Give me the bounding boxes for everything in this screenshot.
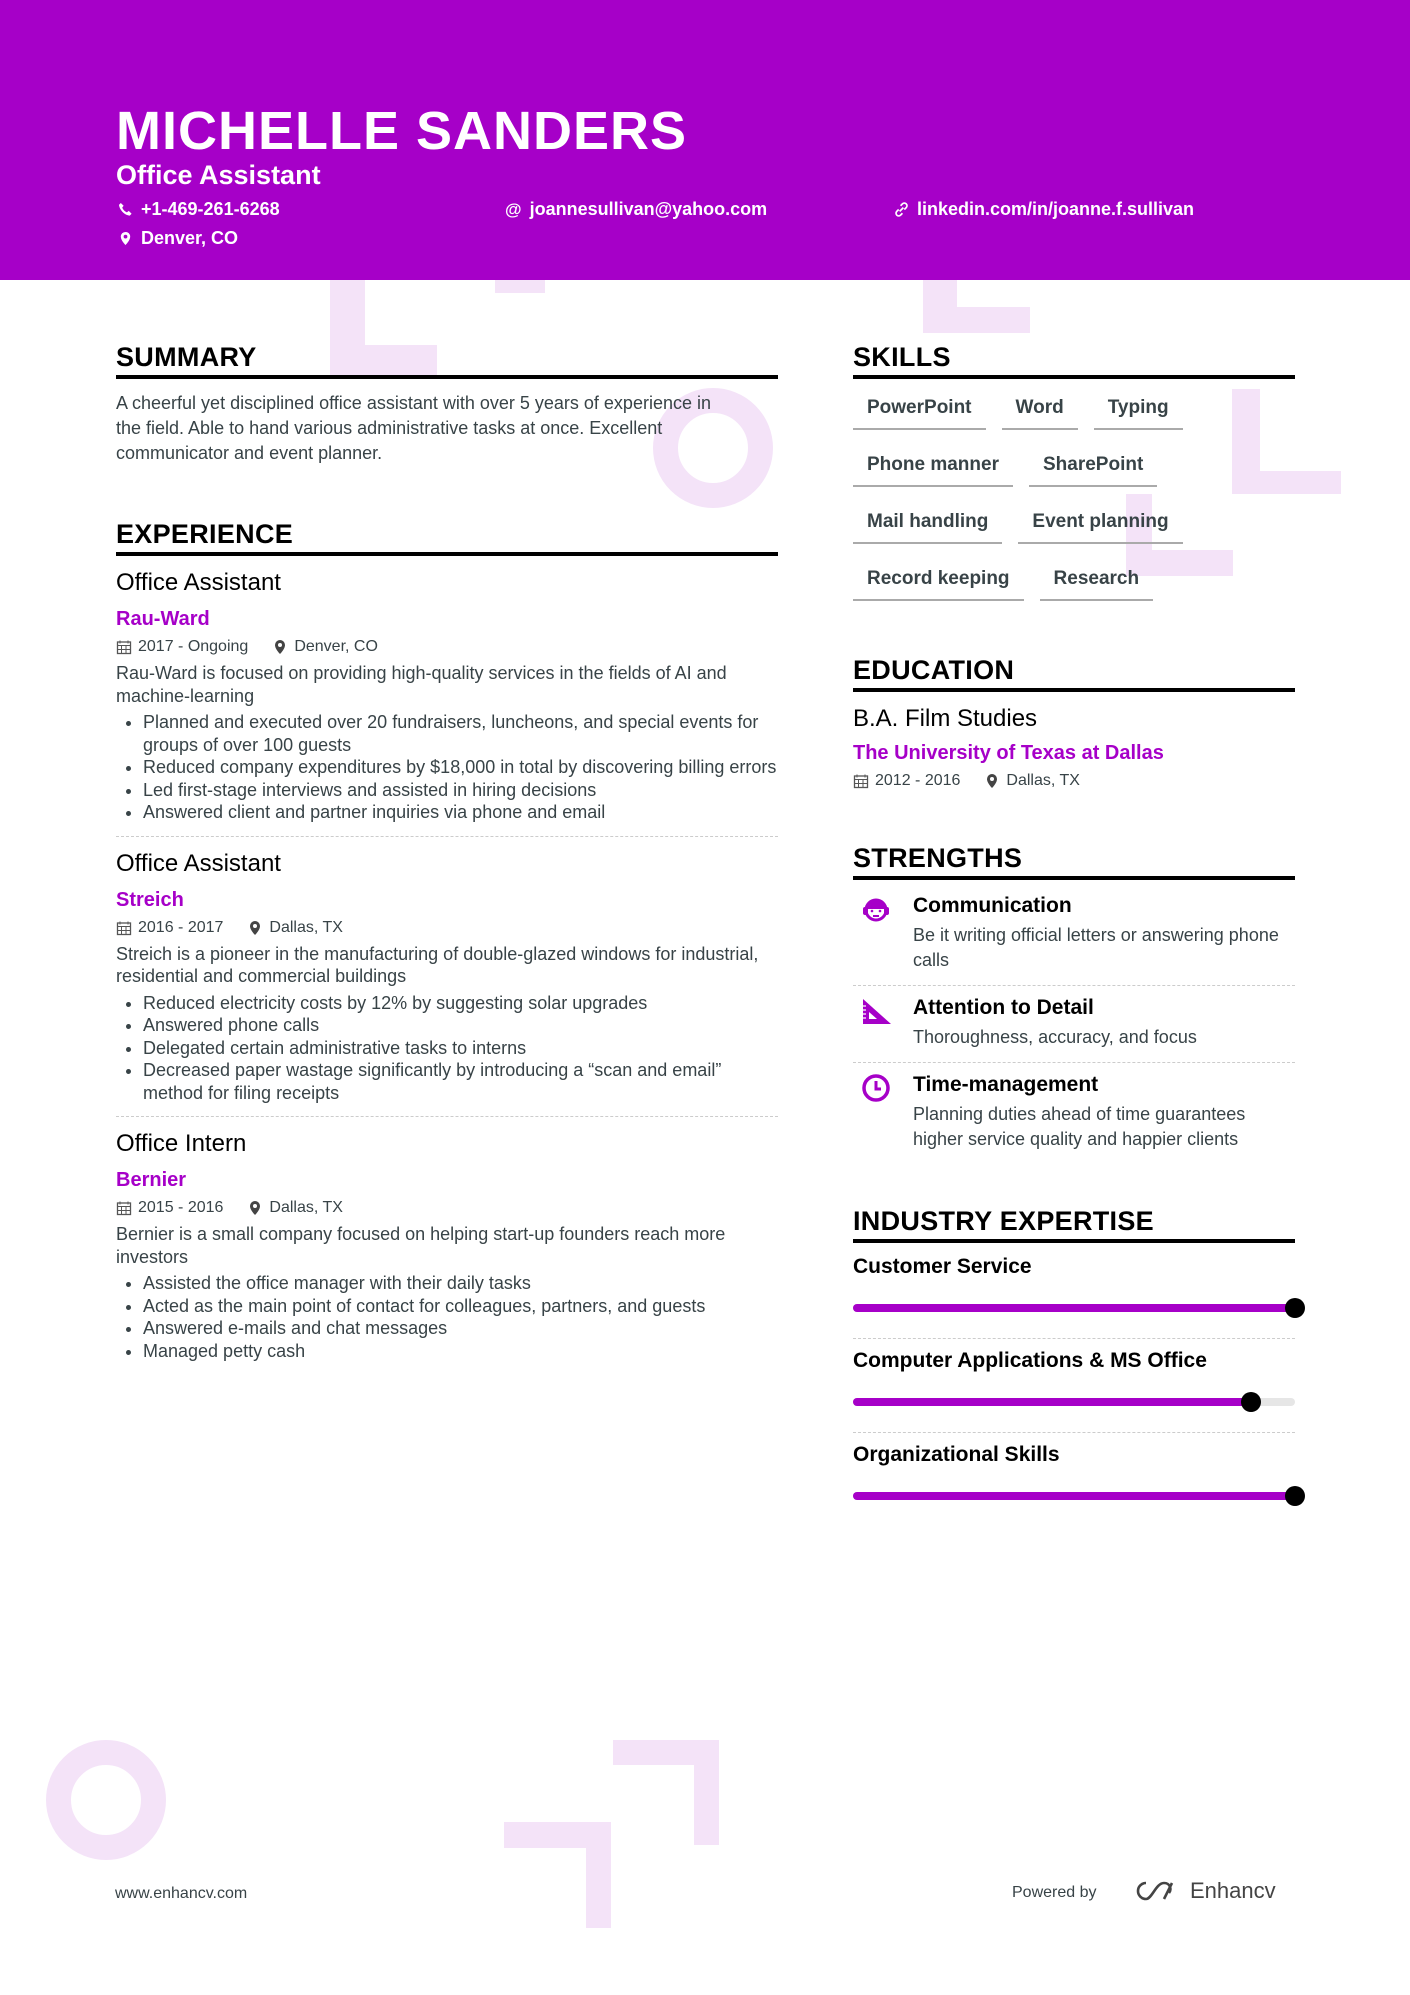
school: The University of Texas at Dallas (853, 742, 1164, 764)
expertise-item (853, 1433, 1295, 1526)
location: Denver, CO (118, 228, 238, 249)
strength-description: Planning duties ahead of time guarantees higher service quality and happier clients (913, 1104, 1246, 1149)
bullet-item: • Delegated certain administrative tasks to interns (143, 1037, 778, 1060)
decor-shape (923, 307, 1030, 333)
job-title: Office Assistant (116, 569, 281, 596)
linkedin-link[interactable]: linkedin.com/in/joanne.f.sullivan (894, 199, 1194, 220)
skill-tag: Event planning (1018, 505, 1182, 544)
phone: +1-469-261-6268 (118, 199, 280, 220)
decor-ring (46, 1740, 166, 1860)
job-entry (116, 1129, 778, 1374)
set-square-icon (853, 996, 883, 1050)
expertise-section (853, 1206, 1295, 1526)
expertise-level-fill (853, 1492, 1295, 1500)
bullet-item: • Led first-stage interviews and assisted in hiring decisions (143, 779, 778, 802)
job-dates: 2016 - 2017 (138, 918, 224, 936)
calendar-icon (116, 639, 132, 655)
section-heading: SUMMARY (116, 342, 778, 379)
expertise-item (853, 1245, 1295, 1339)
skill-tag: Record keeping (853, 562, 1024, 601)
section-heading: EDUCATION (853, 655, 1295, 692)
decor-shape (694, 1740, 719, 1845)
expertise-level-bar (853, 1398, 1295, 1406)
at-icon: @ (505, 199, 522, 219)
company-description: Streich is a pioneer in the manufacturing of double-glazed windows for industrial, residential and commercial buildings (116, 943, 759, 986)
skill-tag: Typing (1094, 391, 1183, 430)
bullet-item: • Planned and executed over 20 fundraisers, luncheons, and special events for groups of over 100 guests (143, 711, 778, 756)
phone-icon (118, 202, 133, 217)
calendar-icon (853, 773, 869, 789)
decor-shape (495, 280, 545, 293)
skill-tag: Word (1002, 391, 1078, 430)
section-heading: INDUSTRY EXPERTISE (853, 1206, 1295, 1243)
footer-website[interactable]: www.enhancv.com (115, 1885, 248, 1902)
expertise-level-bar (853, 1304, 1295, 1312)
company-name: Streich (116, 888, 184, 911)
company-description: Rau-Ward is focused on providing high-quality services in the fields of AI and machine-learning (116, 663, 727, 706)
expertise-level-fill (853, 1398, 1251, 1406)
job-bullets (116, 711, 778, 824)
strength-title: Communication (913, 894, 1072, 917)
expertise-name: Organizational Skills (853, 1443, 1060, 1466)
job-entry (116, 568, 778, 837)
job-title: Office Assistant (116, 849, 281, 877)
enhancv-logo[interactable]: Enhancv (1132, 1878, 1276, 1904)
job-location: Denver, CO (294, 638, 378, 655)
calendar-icon (116, 1200, 132, 1216)
bullet-item: • Assisted the office manager with their daily tasks (143, 1272, 778, 1295)
decor-shape (586, 1822, 611, 1928)
expertise-level-knob (1285, 1298, 1305, 1318)
company-name: Bernier (116, 1169, 187, 1191)
calendar-icon (116, 920, 132, 936)
expertise-level-knob (1241, 1392, 1261, 1412)
candidate-name: MICHELLE SANDERS (116, 101, 688, 161)
summary-section (116, 342, 778, 466)
location-pin-icon (118, 231, 133, 246)
job-meta (116, 1199, 778, 1217)
bullet-item: • Answered client and partner inquiries via phone and email (143, 801, 778, 824)
job-meta (116, 638, 778, 656)
location-pin-icon (272, 639, 288, 655)
bullet-item: • Answered phone calls (143, 1014, 778, 1037)
strength-description: Be it writing official letters or answering phone calls (913, 925, 1279, 970)
skill-tag: SharePoint (1029, 448, 1157, 487)
link-icon (894, 202, 909, 217)
strength-title: Time-management (913, 1073, 1099, 1096)
strength-item (853, 884, 1295, 986)
clock-icon (853, 1073, 883, 1152)
location-pin-icon (247, 920, 263, 936)
expertise-level-bar (853, 1492, 1295, 1500)
education-meta: 2012 - 2016 Dallas, TX (853, 772, 1295, 790)
expertise-item (853, 1339, 1295, 1433)
strengths-section (853, 843, 1295, 1164)
bullet-item: • Managed petty cash (143, 1340, 778, 1363)
job-bullets (116, 1272, 778, 1362)
experience-section (116, 519, 778, 1386)
bullet-item: • Reduced company expenditures by $18,000 in total by discovering billing errors (143, 756, 778, 779)
strength-title: Attention to Detail (913, 996, 1094, 1019)
strength-item (853, 986, 1295, 1063)
bullet-item: • Decreased paper wastage significantly by introducing a “scan and email” method for filing receipts (143, 1059, 778, 1104)
headset-person-icon (853, 894, 883, 973)
job-entry (116, 849, 778, 1118)
job-title: Office Intern (116, 1130, 247, 1157)
strength-item (853, 1063, 1295, 1164)
bullet-item: • Answered e-mails and chat messages (143, 1317, 778, 1340)
education-section (853, 655, 1295, 790)
company-name: Rau-Ward (116, 608, 210, 630)
section-heading: EXPERIENCE (116, 519, 778, 556)
company-description: Bernier is a small company focused on helping start-up founders reach more investors (116, 1224, 726, 1267)
section-heading: SKILLS (853, 342, 1295, 379)
email[interactable]: @ joannesullivan@yahoo.com (505, 199, 768, 219)
section-heading: STRENGTHS (853, 843, 1295, 880)
job-dates: 2015 - 2016 (138, 1199, 224, 1216)
expertise-name: Computer Applications & MS Office (853, 1349, 1207, 1372)
enhancv-logo-icon (1132, 1879, 1180, 1903)
skill-tag: Phone manner (853, 448, 1013, 487)
expertise-level-knob (1285, 1486, 1305, 1506)
job-meta (116, 919, 778, 937)
skills-section (853, 342, 1295, 601)
candidate-title: Office Assistant (116, 160, 321, 190)
job-location: Dallas, TX (269, 1199, 343, 1216)
resume-header (0, 0, 1410, 280)
job-location: Dallas, TX (269, 918, 343, 936)
summary-text: A cheerful yet disciplined office assistant with over 5 years of experience in the field. Able to hand various administrative tasks at once. Excellent communicator and event planner. (116, 393, 711, 463)
location-pin-icon (247, 1200, 263, 1216)
skill-tag: Mail handling (853, 505, 1002, 544)
footer-powered-by: Powered by (1012, 1884, 1097, 1901)
bullet-item: • Acted as the main point of contact for colleagues, partners, and guests (143, 1295, 778, 1318)
expertise-level-fill (853, 1304, 1295, 1312)
degree: B.A. Film Studies (853, 705, 1038, 732)
expertise-name: Customer Service (853, 1255, 1032, 1278)
bullet-item: • Reduced electricity costs by 12% by suggesting solar upgrades (143, 992, 778, 1015)
skill-tag: Research (1040, 562, 1154, 601)
location-pin-icon (984, 773, 1000, 789)
job-dates: 2017 - Ongoing (138, 638, 249, 655)
strength-description: Thoroughness, accuracy, and focus (913, 1027, 1197, 1047)
job-bullets (116, 992, 778, 1105)
skill-tag: PowerPoint (853, 391, 986, 430)
